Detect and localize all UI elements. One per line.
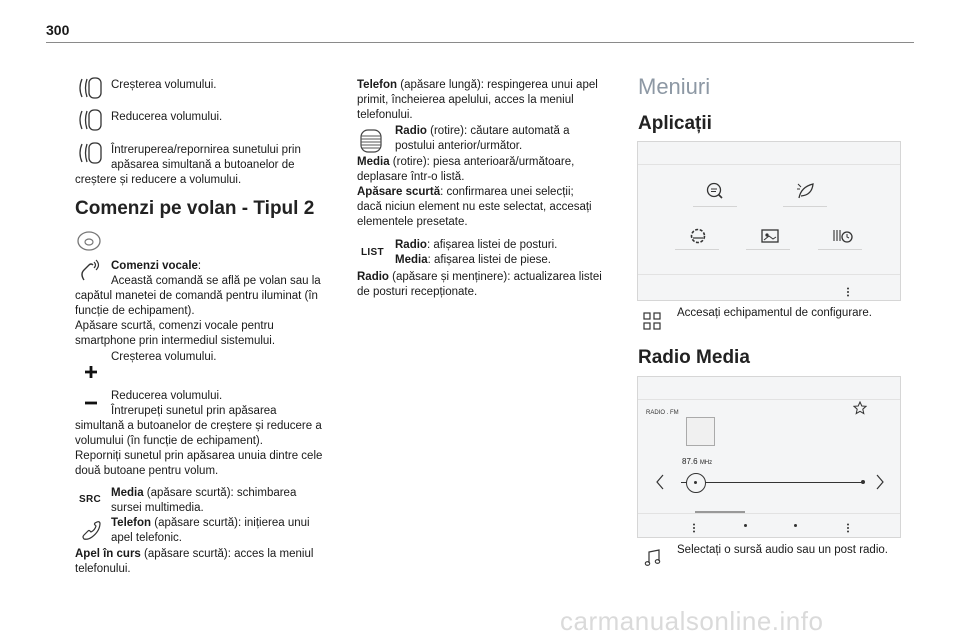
header-rule — [46, 42, 914, 43]
vol-down-text: Reducerea volumului. — [111, 111, 223, 123]
radio-screen — [637, 376, 901, 538]
menus-title: Meniuri — [638, 74, 711, 99]
plus-icon — [84, 365, 98, 379]
steering-control-icon — [76, 141, 104, 165]
call-text-1: (apăsare scurtă): acces la meniul — [140, 548, 314, 560]
hold-line-2: de posturi recepționate. — [357, 286, 478, 298]
steering-wheel-icon — [76, 230, 102, 252]
radio-line-2: postului anterior/următor. — [395, 140, 523, 152]
media-text-1: (rotire): piesa anterioară/următoare, — [389, 156, 575, 168]
tel-bold: Telefon — [111, 517, 152, 529]
short-line-2: dacă niciun element nu este selectat, accesați — [357, 201, 592, 213]
radio-band-label: RADIO . FM — [646, 410, 679, 416]
src-bold: Media — [111, 487, 144, 499]
apps-divider — [818, 249, 862, 250]
phone-icon — [80, 520, 102, 542]
list-radio-bold: Radio — [395, 239, 427, 251]
src-line-1 — [111, 486, 296, 501]
favorite-star-icon[interactable] — [853, 401, 867, 420]
voice-line-2: capătul manetei de comandă pentru iluminat (în — [75, 290, 318, 302]
short-bold: Apăsare scurtă — [357, 186, 441, 198]
list-radio-text: : afișarea listei de posturi. — [426, 239, 558, 251]
applications-grid-icon — [643, 312, 661, 330]
radio-text-1: (rotire): căutare automată a — [426, 125, 570, 137]
minus-line-5: Reporniți sunetul prin apăsarea unuia dintre cele — [75, 450, 323, 462]
tuning-track-end — [861, 480, 865, 484]
radio-screen-bottombar — [638, 513, 900, 514]
connected-apps-icon — [705, 181, 725, 206]
page-number: 300 — [46, 22, 70, 38]
mute-line-1: Întreruperea/repornirea sunetului prin — [111, 144, 301, 156]
apps-divider — [693, 206, 737, 207]
voice-title-line — [111, 259, 201, 274]
hold-text-1: (apăsare și menținere): actualizarea listei — [388, 271, 602, 283]
call-bold: Apel în curs — [75, 548, 141, 560]
tab-dot[interactable] — [794, 524, 797, 527]
radio-line-1 — [395, 124, 570, 139]
hold-line-1 — [357, 270, 602, 285]
mid-tel-text-1: (apăsare lungă): respingerea unui apel — [397, 79, 598, 91]
list-media-text: : afișarea listei de piese. — [427, 254, 551, 266]
radio-bold: Radio — [395, 125, 427, 137]
src-text-1: (apăsare scurtă): schimbarea — [143, 487, 297, 499]
radio-frequency-unit: MHz — [699, 460, 713, 466]
steering-control-icon — [76, 76, 104, 100]
tel-text-1: (apăsare scurtă): inițierea unui — [151, 517, 310, 529]
mid-tel-bold: Telefon — [357, 79, 398, 91]
apps-screen — [637, 141, 901, 301]
minus-line-3: simultană a butoanelor de creștere și reducere a — [75, 420, 322, 432]
radio-desc: Selectați o sursă audio sau un post radio. — [677, 544, 888, 556]
vehicle-settings-icon — [688, 226, 708, 251]
voice-command-icon — [76, 258, 102, 282]
minus-line-1: Reducerea volumului. — [111, 390, 223, 402]
steering-control-icon — [76, 108, 104, 132]
tel-line-2: apel telefonic. — [111, 532, 182, 544]
vol-up-text: Creșterea volumului. — [111, 79, 217, 91]
src-label: SRC — [79, 494, 102, 505]
src-line-2: sursei multimedia. — [111, 502, 204, 514]
next-chevron-icon[interactable] — [875, 474, 885, 495]
voice-line-1: Această comandă se află pe volan sau la — [111, 275, 321, 287]
apps-divider — [783, 206, 827, 207]
plus-text: Creșterea volumului. — [111, 351, 217, 363]
tuning-track[interactable] — [681, 482, 863, 483]
station-artwork — [686, 417, 715, 446]
short-line-3: elementele presetate. — [357, 216, 468, 228]
voice-line-4: Apăsare scurtă, comenzi vocale pentru — [75, 320, 274, 332]
mid-tel-line-3: telefonului. — [357, 109, 413, 121]
music-note-icon — [644, 549, 662, 567]
list-label: LIST — [361, 247, 384, 258]
short-text-1: : confirmarea unei selecții; — [440, 186, 574, 198]
mute-line-2: apăsarea simultană a butoanelor de — [111, 159, 295, 171]
media-bold: Media — [357, 156, 390, 168]
apps-desc: Accesați echipamentul de configurare. — [677, 307, 872, 319]
eco-leaf-icon — [796, 181, 816, 206]
photo-gallery-icon — [760, 227, 780, 250]
charging-schedule-icon — [831, 226, 855, 251]
media-line-1 — [357, 155, 574, 170]
minus-line-4: volumului (în funcție de echipament). — [75, 435, 263, 447]
minus-line-6: două butoane pentru volum. — [75, 465, 219, 477]
thumbwheel-icon — [358, 128, 384, 154]
list-media-line — [395, 253, 551, 268]
list-radio-line — [395, 238, 557, 253]
tel-line-1 — [111, 516, 310, 531]
mid-tel-line-2: primit, încheierea apelului, acces la meniul — [357, 94, 574, 106]
apps-screen-bottombar — [638, 274, 900, 275]
radio-media-title: Radio Media — [638, 347, 750, 368]
tab-dot[interactable] — [744, 524, 747, 527]
section-heading: Comenzi pe volan - Tipul 2 — [75, 198, 315, 219]
active-tab-indicator — [695, 511, 745, 513]
list-menu-icon[interactable] — [692, 520, 696, 538]
media-line-2: deplasare într-o listă. — [357, 171, 465, 183]
voice-line-3: funcție de echipament). — [75, 305, 195, 317]
more-options-icon[interactable] — [846, 284, 850, 302]
apps-screen-topbar — [638, 164, 900, 165]
apps-divider — [675, 249, 719, 250]
radio-frequency-line — [682, 457, 712, 466]
previous-chevron-icon[interactable] — [655, 474, 665, 495]
voice-title: Comenzi vocale — [111, 260, 198, 272]
apps-divider — [746, 249, 790, 250]
call-line-2: telefonului. — [75, 563, 131, 575]
watermark: carmanualsonline.info — [560, 606, 824, 636]
radio-screen-topbar — [638, 399, 900, 400]
mute-line-3: creștere și reducere a volumului. — [75, 174, 242, 186]
call-line-1 — [75, 547, 313, 562]
voice-colon: : — [197, 260, 202, 272]
more-options-icon[interactable] — [846, 520, 850, 538]
voice-line-5: smartphone prin intermediul sistemului. — [75, 335, 276, 347]
tuning-handle-dot — [694, 481, 697, 484]
mid-tel-line-1 — [357, 78, 598, 93]
minus-line-2: Întrerupeți sunetul prin apăsarea — [111, 405, 277, 417]
short-line-1 — [357, 185, 574, 200]
hold-bold: Radio — [357, 271, 389, 283]
list-media-bold: Media — [395, 254, 428, 266]
apps-title: Aplicații — [638, 113, 712, 134]
radio-frequency: 87.6 — [682, 457, 698, 466]
minus-icon — [84, 400, 98, 406]
